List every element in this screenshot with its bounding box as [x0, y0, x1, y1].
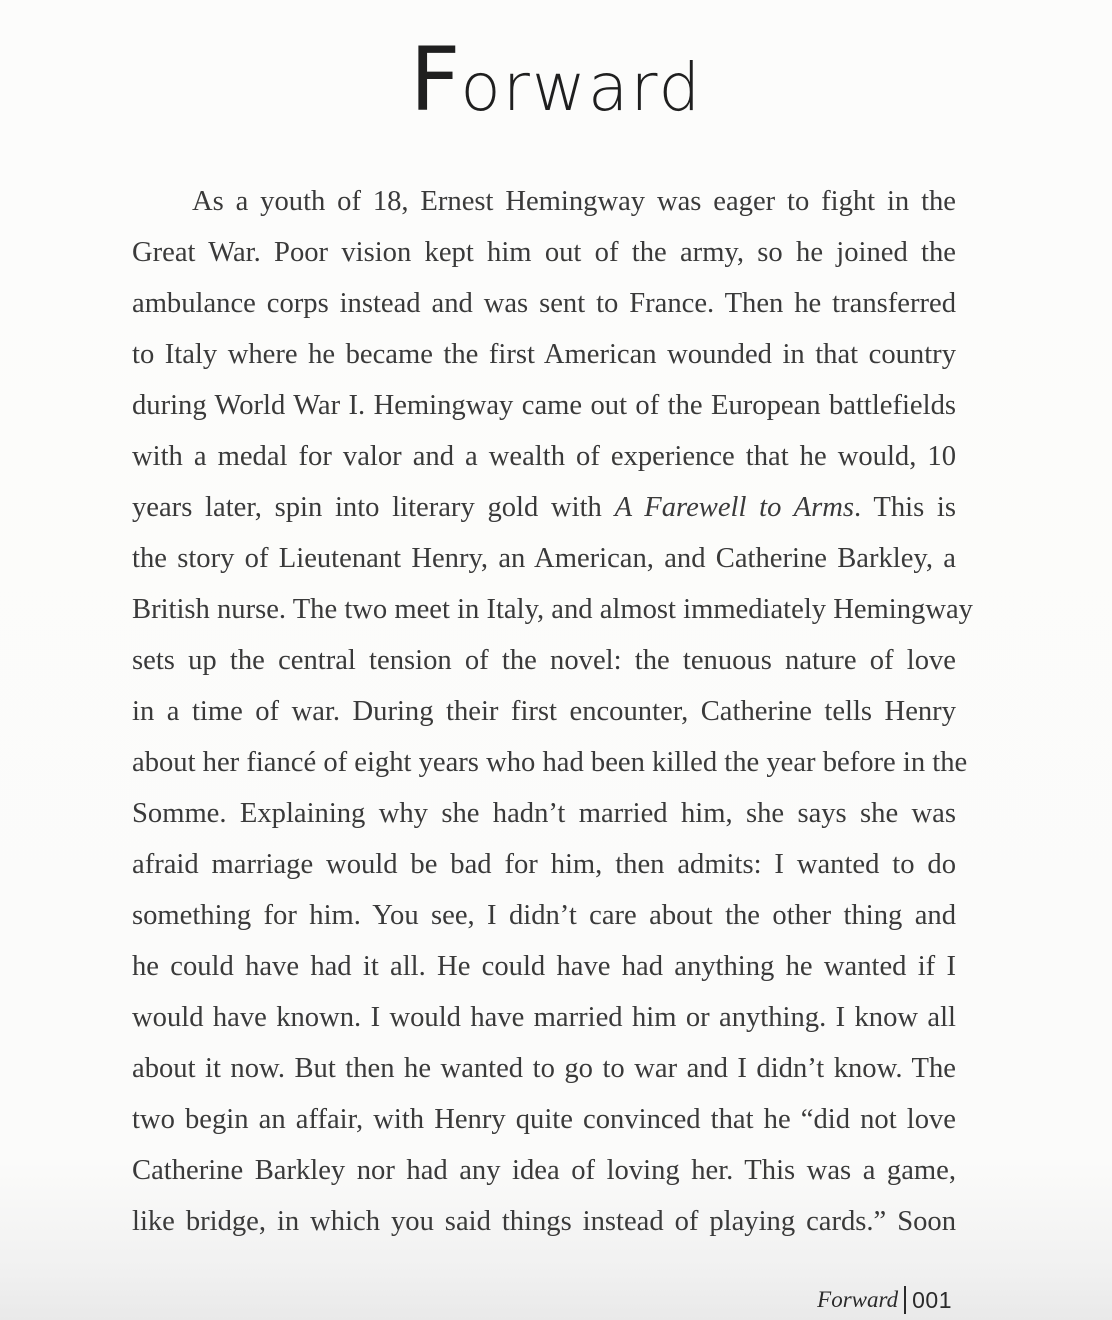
body-line [132, 482, 956, 533]
body-line: As a youth of 18, Ernest Hemingway was eager to fight in the [192, 186, 956, 217]
chapter-title [0, 28, 1112, 131]
body-line: Catherine Barkley nor had any idea of loving her. This was a game, [132, 1155, 956, 1186]
running-footer-title: Forward [817, 1286, 906, 1314]
body-line: British nurse. The two meet in Italy, and almost immediately Hemingway [132, 594, 973, 625]
book-title-italic: A Farewell to Arms [614, 492, 854, 523]
page-number: 001 [912, 1286, 952, 1313]
body-line: like bridge, in which you said things instead of playing cards.” Soon [132, 1206, 956, 1237]
body-line: sets up the central tension of the novel: the tenuous nature of love [132, 645, 956, 676]
body-line: Somme. Explaining why she hadn’t married him, she says she was [132, 798, 956, 829]
body-line: Great War. Poor vision kept him out of the army, so he joined the [132, 237, 956, 268]
body-line: during World War I. Hemingway came out of the European battlefields [132, 390, 956, 421]
body-line: with a medal for valor and a wealth of experience that he would, 10 [132, 441, 956, 472]
body-line: the story of Lieutenant Henry, an American, and Catherine Barkley, a [132, 543, 956, 574]
body-line-text: . This is [854, 492, 956, 523]
body-line: to Italy where he became the first American wounded in that country [132, 339, 956, 370]
body-line: in a time of war. During their first encounter, Catherine tells Henry [132, 696, 956, 727]
body-line: ambulance corps instead and was sent to France. Then he transferred [132, 288, 956, 319]
body-line: about it now. But then he wanted to go to war and I didn’t know. The [132, 1053, 956, 1084]
body-line: would have known. I would have married him or anything. I know all [132, 1002, 956, 1033]
body-line-text: years later, spin into literary gold with [132, 492, 615, 523]
body-line: he could have had it all. He could have had anything he wanted if I [132, 951, 956, 982]
body-line: about her fiancé of eight years who had been killed the year before in the [132, 747, 968, 778]
body-paragraph [132, 176, 973, 1247]
chapter-title-rest: orward [460, 49, 703, 126]
body-line: two begin an affair, with Henry quite convinced that he “did not love [132, 1104, 956, 1135]
body-line: something for him. You see, I didn’t care about the other thing and [132, 900, 956, 931]
chapter-title-initial: F [409, 28, 461, 131]
body-line: afraid marriage would be bad for him, then admits: I wanted to do [132, 849, 956, 880]
page-footer [817, 1286, 952, 1314]
